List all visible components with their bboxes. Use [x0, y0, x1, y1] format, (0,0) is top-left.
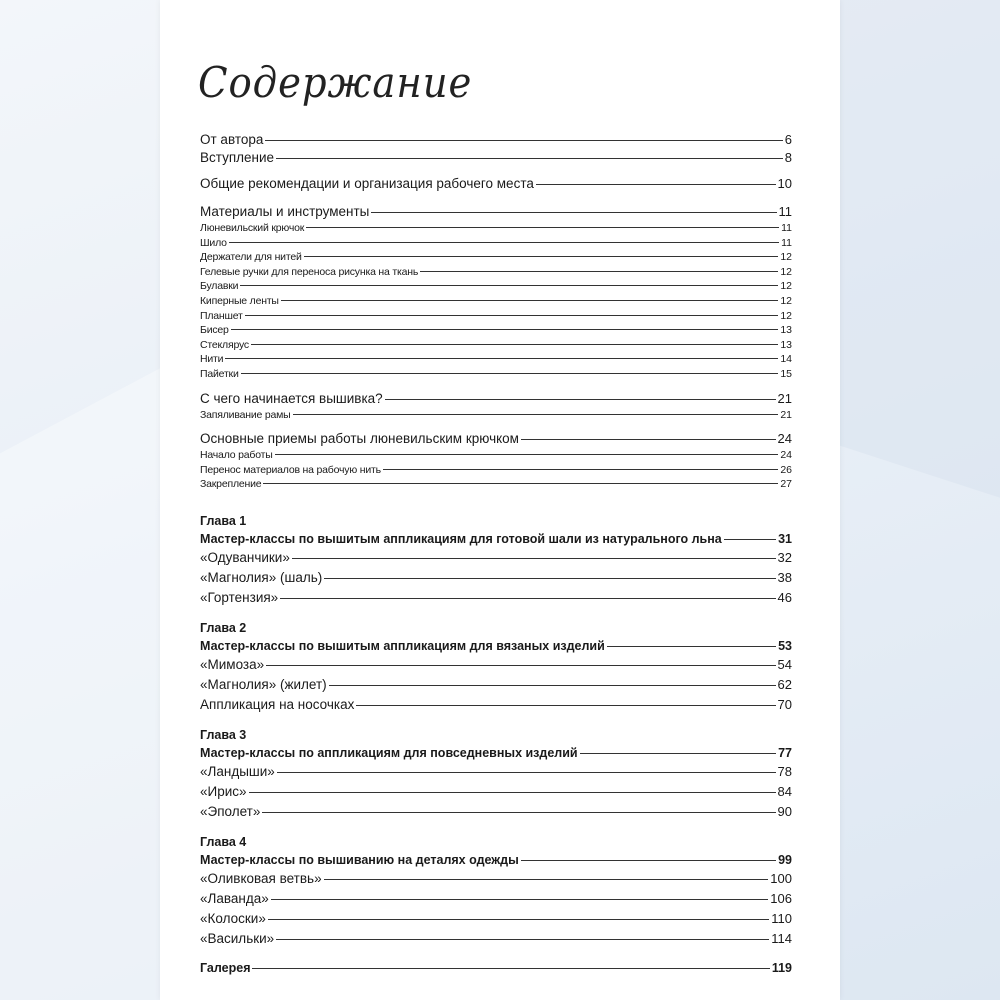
toc-entry[interactable] [200, 802, 792, 822]
toc-entry-title: Шило [200, 236, 227, 249]
toc-entry[interactable] [200, 782, 792, 802]
chapter-title-entry[interactable] [200, 744, 792, 762]
toc-entry-title: Пайетки [200, 367, 239, 380]
start-subentries [200, 408, 792, 423]
dot-leader [383, 469, 778, 470]
dot-leader [263, 483, 778, 484]
toc-entry-page: 13 [780, 324, 792, 337]
toc-entry-page: 12 [780, 251, 792, 264]
toc-entry-page: 100 [770, 870, 792, 886]
toc-entry-title: Материалы и инструменты [200, 204, 370, 219]
dot-leader [521, 439, 776, 440]
toc-subentry[interactable] [200, 367, 792, 382]
toc-entry-page: 12 [780, 294, 792, 307]
toc-entry-title: Люневильский крючок [200, 222, 305, 234]
toc-entry-page: 24 [780, 449, 792, 462]
toc-entry-page: 12 [780, 280, 792, 293]
chapter-block [200, 620, 792, 715]
table-of-contents [200, 131, 792, 977]
toc-entry-page: 77 [778, 745, 792, 760]
toc-entry-page: 15 [780, 367, 792, 380]
dot-leader [385, 399, 776, 400]
dot-leader [262, 812, 775, 813]
toc-subentry[interactable] [200, 338, 792, 353]
toc-entry-page: 46 [777, 589, 792, 605]
toc-entry-page: 11 [781, 222, 792, 234]
toc-subentry[interactable] [200, 294, 792, 309]
toc-entry-title: «Мимоза» [200, 656, 265, 672]
toc-entry-page: 78 [777, 763, 792, 779]
toc-entry-page: 110 [771, 910, 792, 926]
toc-entry-title: Аппликация на носочках [200, 696, 355, 712]
toc-entry-page: 53 [778, 638, 792, 653]
toc-entry[interactable] [200, 548, 792, 568]
toc-entry-title: Перенос материалов на рабочую нить [200, 463, 381, 476]
toc-entry-title: «Магнолия» (жилет) [200, 676, 327, 692]
dot-leader [245, 315, 779, 316]
toc-subentry[interactable] [200, 408, 792, 423]
dot-leader [536, 184, 776, 185]
materials-subentries [200, 221, 792, 382]
toc-subentry[interactable] [200, 352, 792, 367]
toc-entry-title: Киперные ленты [200, 294, 279, 307]
page-title: Содержание [198, 58, 473, 107]
book-page [160, 0, 840, 1000]
toc-entry[interactable] [200, 131, 792, 149]
dot-leader [276, 158, 783, 159]
toc-entry[interactable] [200, 175, 792, 193]
dot-leader [371, 212, 776, 213]
dot-leader [420, 271, 778, 272]
dot-leader [268, 919, 769, 920]
toc-entry[interactable] [200, 149, 792, 167]
toc-section-heading[interactable] [200, 203, 792, 221]
dot-leader [521, 860, 776, 861]
toc-entry-page: 11 [778, 204, 792, 219]
dot-leader [271, 899, 769, 900]
chapter-block [200, 513, 792, 608]
toc-section-heading[interactable] [200, 430, 792, 448]
toc-entry-page: 11 [781, 236, 792, 249]
toc-entry-page: 14 [780, 353, 792, 366]
chapter-title-entry[interactable] [200, 851, 792, 869]
toc-entry-title: Галерея [200, 960, 251, 975]
toc-entry[interactable] [200, 909, 792, 929]
toc-entry-title: Вступление [200, 150, 275, 165]
toc-entry-title: «Гортензия» [200, 589, 279, 605]
toc-entry-page: 21 [780, 408, 792, 421]
toc-entry-page: 13 [780, 338, 792, 351]
toc-subentry[interactable] [200, 279, 792, 294]
dot-leader [225, 358, 778, 359]
dot-leader [324, 879, 769, 880]
toc-subentry[interactable] [200, 448, 792, 463]
toc-entry-page: 54 [777, 656, 792, 672]
toc-entry-title: Мастер-классы по вышитым аппликациям для вязаных изделий [200, 638, 605, 653]
toc-entry-page: 90 [777, 803, 792, 819]
toc-entry-title: «Васильки» [200, 930, 275, 946]
toc-entry[interactable] [200, 762, 792, 782]
dot-leader [266, 665, 775, 666]
toc-entry-title: Гелевые ручки для переноса рисунка на ткань [200, 265, 419, 278]
toc-subentry[interactable] [200, 265, 792, 280]
dot-leader [251, 344, 778, 345]
toc-entry-title: «Колоски» [200, 910, 266, 926]
chapter-label: Глава 2 [200, 620, 247, 635]
techniques-subentries [200, 448, 792, 492]
chapter-label: Глава 1 [200, 513, 247, 528]
toc-entry-page: 99 [778, 852, 792, 867]
chapter-label: Глава 3 [200, 727, 247, 742]
toc-entry-title: Общие рекомендации и организация рабочего места [200, 176, 534, 191]
toc-entry-page: 6 [784, 132, 792, 147]
toc-subentry[interactable] [200, 309, 792, 324]
toc-entry-title: От автора [200, 132, 264, 147]
toc-entry-page: 38 [777, 569, 792, 585]
toc-entry[interactable] [200, 869, 792, 889]
toc-entry[interactable] [200, 588, 792, 608]
toc-entry-title: С чего начинается вышивка? [200, 390, 383, 406]
toc-section-heading[interactable] [200, 390, 792, 408]
toc-entry-page: 12 [780, 265, 792, 278]
toc-entry-title: «Одуванчики» [200, 549, 290, 565]
toc-entry-page: 62 [777, 676, 792, 692]
toc-subentry[interactable] [200, 323, 792, 338]
toc-entry-title: Планшет [200, 309, 243, 322]
dot-leader [329, 685, 776, 686]
toc-entry-page: 31 [778, 531, 792, 546]
toc-entry-page: 24 [777, 431, 792, 447]
dot-leader [356, 705, 775, 706]
chapters [200, 513, 792, 949]
toc-subentry[interactable] [200, 463, 792, 478]
toc-entry-title: Держатели для нитей [200, 251, 302, 264]
toc-entry-title: «Эполет» [200, 803, 261, 819]
toc-subentry[interactable] [200, 236, 792, 251]
toc-entry-title: Мастер-классы по аппликациям для повседневных изделий [200, 745, 578, 760]
toc-subentry[interactable] [200, 221, 792, 236]
toc-subentry[interactable] [200, 250, 792, 265]
toc-entry-title: Стеклярус [200, 338, 249, 351]
chapter-block [200, 727, 792, 822]
toc-gallery-entry[interactable] [200, 959, 792, 977]
dot-leader [241, 373, 779, 374]
dot-leader [580, 753, 777, 754]
chapter-block [200, 834, 792, 949]
toc-entry-title: Мастер-классы по вышитым аппликациям для готовой шали из натурального льна [200, 531, 722, 546]
toc-entry-title: Мастер-классы по вышиванию на деталях одежды [200, 852, 519, 867]
toc-entry-page: 26 [780, 463, 792, 476]
toc-entry-title: Закрепление [200, 478, 262, 491]
toc-entry-page: 32 [777, 549, 792, 565]
toc-entry[interactable] [200, 695, 792, 715]
chapter-label: Глава 4 [200, 834, 247, 849]
toc-entry-title: «Лаванда» [200, 890, 269, 906]
toc-entry-title: Запяливание рамы [200, 408, 291, 421]
dot-leader [324, 578, 775, 579]
dot-leader [293, 414, 779, 415]
dot-leader [276, 939, 769, 940]
chapter-title-entry[interactable] [200, 637, 792, 655]
chapter-title-entry[interactable] [200, 530, 792, 548]
dot-leader [277, 772, 776, 773]
dot-leader [240, 285, 778, 286]
dot-leader [275, 454, 779, 455]
toc-entry-title: Начало работы [200, 449, 273, 462]
toc-entry[interactable] [200, 675, 792, 695]
dot-leader [304, 256, 779, 257]
toc-entry-title: «Оливковая ветвь» [200, 870, 322, 886]
toc-entry-page: 10 [777, 176, 792, 191]
toc-entry-page: 114 [771, 930, 792, 946]
toc-subentry[interactable] [200, 477, 792, 492]
dot-leader [229, 242, 779, 243]
toc-entry-page: 21 [777, 390, 792, 406]
toc-entry-title: Нити [200, 353, 224, 366]
dot-leader [724, 539, 776, 540]
toc-entry[interactable] [200, 655, 792, 675]
toc-entry-title: «Ландыши» [200, 763, 275, 779]
toc-entry-page: 84 [777, 783, 792, 799]
toc-entry-page: 27 [780, 478, 792, 491]
toc-entry-title: Основные приемы работы люневильским крючком [200, 431, 519, 447]
toc-entry-page: 106 [770, 890, 792, 906]
toc-entry-title: «Магнолия» (шаль) [200, 569, 323, 585]
toc-entry-page: 119 [771, 960, 792, 975]
dot-leader [231, 329, 779, 330]
dot-leader [292, 558, 776, 559]
toc-entry[interactable] [200, 889, 792, 909]
toc-entry-page: 8 [784, 150, 792, 165]
toc-entry[interactable] [200, 929, 792, 949]
toc-entry-page: 12 [780, 309, 792, 322]
dot-leader [280, 598, 775, 599]
toc-entry-title: Булавки [200, 280, 239, 293]
dot-leader [607, 646, 776, 647]
dot-leader [249, 792, 776, 793]
dot-leader [281, 300, 779, 301]
dot-leader [252, 968, 769, 969]
toc-entry[interactable] [200, 568, 792, 588]
toc-entry-title: «Ирис» [200, 783, 247, 799]
toc-entry-page: 70 [777, 696, 792, 712]
toc-entry-title: Бисер [200, 324, 229, 337]
dot-leader [306, 227, 779, 228]
dot-leader [265, 140, 782, 141]
